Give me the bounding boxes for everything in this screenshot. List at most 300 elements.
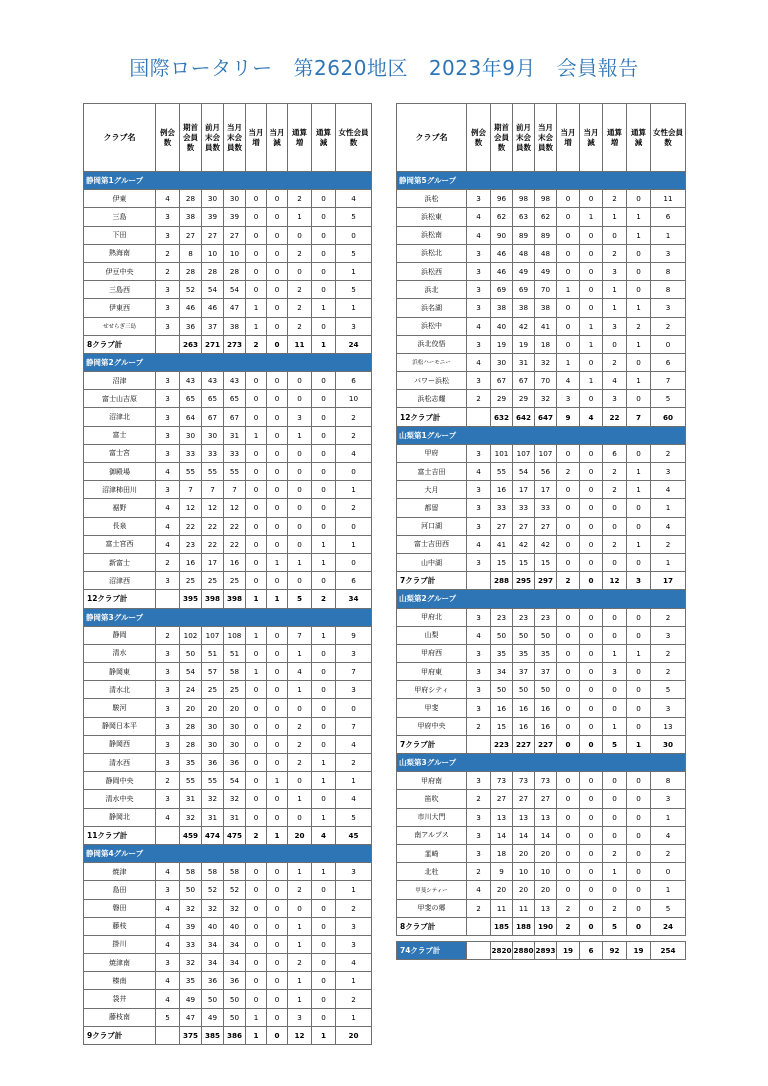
total-value: 1	[267, 590, 288, 608]
cell-value: 31	[224, 426, 246, 444]
cell-value: 1	[288, 935, 312, 953]
cell-value: 22	[224, 517, 246, 535]
club-name: 駿河	[84, 699, 156, 717]
column-header: 前月末会員数	[513, 104, 535, 172]
cell-value: 46	[202, 299, 224, 317]
cell-value: 2	[651, 608, 686, 626]
total-value: 474	[202, 826, 224, 844]
cell-value: 3	[336, 917, 372, 935]
cell-value: 0	[627, 608, 651, 626]
cell-value: 0	[580, 553, 603, 571]
club-name: 南アルプス	[397, 826, 467, 844]
cell-value: 3	[156, 226, 180, 244]
cell-value: 1	[336, 1008, 372, 1026]
cell-value: 0	[288, 481, 312, 499]
cell-value: 0	[246, 717, 267, 735]
cell-value: 43	[202, 372, 224, 390]
club-name: 都留	[397, 499, 467, 517]
total-label: 7クラブ計	[397, 735, 467, 753]
cell-value: 0	[312, 463, 336, 481]
cell-value: 0	[627, 790, 651, 808]
club-name: 三島	[84, 208, 156, 226]
group-header-row	[84, 353, 372, 371]
column-header: 通算減	[312, 104, 336, 172]
cell-value: 1	[336, 772, 372, 790]
cell-value: 1	[288, 917, 312, 935]
cell-value: 30	[224, 190, 246, 208]
cell-value: 0	[246, 463, 267, 481]
cell-value: 0	[246, 390, 267, 408]
cell-value: 42	[513, 535, 535, 553]
cell-value: 69	[491, 281, 513, 299]
total-value: 3	[627, 572, 651, 590]
cell-value: 8	[651, 772, 686, 790]
table-row	[397, 699, 686, 717]
group-name: 静岡第3グループ	[84, 608, 372, 626]
cell-value: 3	[156, 735, 180, 753]
cell-value: 0	[580, 863, 603, 881]
total-label: 11クラブ計	[84, 826, 156, 844]
cell-value: 7	[202, 481, 224, 499]
cell-value: 0	[267, 299, 288, 317]
cell-value: 33	[224, 444, 246, 462]
total-value: 1	[312, 335, 336, 353]
cell-value: 0	[627, 244, 651, 262]
total-value: 4	[312, 826, 336, 844]
club-name: 甲府	[397, 444, 467, 462]
total-value: 22	[603, 408, 627, 426]
cell-value: 40	[491, 317, 513, 335]
cell-value: 0	[246, 262, 267, 280]
cell-value: 34	[202, 935, 224, 953]
cell-value: 57	[202, 663, 224, 681]
total-value: 1	[246, 1026, 267, 1044]
group-name: 静岡第1グループ	[84, 172, 372, 190]
cell-value: 3	[651, 463, 686, 481]
cell-value: 55	[180, 772, 202, 790]
cell-value: 20	[535, 844, 557, 862]
cell-value: 23	[535, 608, 557, 626]
total-value: 1	[267, 826, 288, 844]
cell-value: 3	[651, 244, 686, 262]
column-header: 期首会員数	[491, 104, 513, 172]
cell-value: 2	[603, 899, 627, 917]
cell-value: 0	[580, 190, 603, 208]
cell-value: 1	[246, 626, 267, 644]
cell-value: 0	[312, 408, 336, 426]
cell-value: 50	[513, 626, 535, 644]
cell-value: 0	[312, 572, 336, 590]
cell-value: 48	[513, 244, 535, 262]
cell-value: 0	[246, 954, 267, 972]
cell-value: 0	[627, 863, 651, 881]
cell-value: 0	[627, 553, 651, 571]
table-row	[84, 463, 372, 481]
total-value: 395	[180, 590, 202, 608]
cell-value: 0	[288, 808, 312, 826]
club-name: 袋井	[84, 990, 156, 1008]
table-row	[397, 808, 686, 826]
cell-value: 0	[580, 790, 603, 808]
cell-value: 39	[224, 208, 246, 226]
cell-value: 0	[246, 808, 267, 826]
cell-value: 1	[580, 372, 603, 390]
cell-value: 3	[467, 608, 491, 626]
cell-value: 0	[246, 517, 267, 535]
total-value: 385	[202, 1026, 224, 1044]
table-row	[84, 863, 372, 881]
cell-value: 3	[467, 826, 491, 844]
cell-value: 0	[580, 844, 603, 862]
total-value: 2	[557, 917, 580, 935]
club-name: 沼津柿田川	[84, 481, 156, 499]
total-value: 5	[603, 735, 627, 753]
cell-value: 3	[156, 408, 180, 426]
cell-value: 64	[180, 408, 202, 426]
cell-value: 2	[336, 754, 372, 772]
cell-value: 4	[156, 935, 180, 953]
cell-value: 2	[288, 190, 312, 208]
cell-value: 0	[557, 717, 580, 735]
cell-value: 3	[467, 808, 491, 826]
cell-value: 0	[651, 863, 686, 881]
cell-value: 0	[580, 899, 603, 917]
total-value	[467, 735, 491, 753]
cell-value: 4	[467, 317, 491, 335]
cell-value: 2	[288, 317, 312, 335]
cell-value: 4	[467, 463, 491, 481]
cell-value: 0	[246, 972, 267, 990]
cell-value: 0	[288, 463, 312, 481]
club-name: 山梨	[397, 626, 467, 644]
cell-value: 0	[288, 699, 312, 717]
cell-value: 0	[267, 499, 288, 517]
cell-value: 46	[491, 262, 513, 280]
club-name: 甲斐シティー	[397, 881, 467, 899]
cell-value: 0	[627, 844, 651, 862]
cell-value: 0	[312, 426, 336, 444]
cell-value: 2	[288, 717, 312, 735]
cell-value: 32	[180, 808, 202, 826]
grand-total-value: 2820	[491, 942, 513, 960]
cell-value: 3	[557, 390, 580, 408]
cell-value: 35	[180, 972, 202, 990]
cell-value: 0	[557, 335, 580, 353]
table-row	[397, 335, 686, 353]
cell-value: 0	[267, 463, 288, 481]
total-label: 12クラブ計	[84, 590, 156, 608]
club-name: 静岡日本平	[84, 717, 156, 735]
club-name: 甲府シティ	[397, 681, 467, 699]
cell-value: 0	[246, 553, 267, 571]
cell-value: 3	[156, 572, 180, 590]
table-row	[84, 899, 372, 917]
cell-value: 43	[180, 372, 202, 390]
table-row	[84, 208, 372, 226]
cell-value: 0	[627, 699, 651, 717]
table-row	[84, 244, 372, 262]
grand-total-value: 6	[580, 942, 603, 960]
group-header-row	[84, 172, 372, 190]
cell-value: 50	[535, 626, 557, 644]
cell-value: 89	[535, 226, 557, 244]
cell-value: 49	[535, 262, 557, 280]
group-name: 山梨第1グループ	[397, 426, 686, 444]
cell-value: 2	[288, 954, 312, 972]
total-value: 273	[224, 335, 246, 353]
cell-value: 0	[557, 299, 580, 317]
cell-value: 2	[467, 790, 491, 808]
cell-value: 7	[651, 372, 686, 390]
table-row	[397, 790, 686, 808]
cell-value: 9	[491, 863, 513, 881]
club-name: 沼津北	[84, 408, 156, 426]
club-name: 伊豆中央	[84, 262, 156, 280]
total-value: 11	[288, 335, 312, 353]
cell-value: 0	[557, 535, 580, 553]
cell-value: 3	[467, 844, 491, 862]
cell-value: 0	[557, 190, 580, 208]
table-row	[397, 881, 686, 899]
cell-value: 3	[156, 481, 180, 499]
cell-value: 1	[651, 226, 686, 244]
table-row	[84, 717, 372, 735]
cell-value: 12	[202, 499, 224, 517]
cell-value: 20	[513, 844, 535, 862]
table-row	[397, 772, 686, 790]
cell-value: 0	[557, 499, 580, 517]
cell-value: 4	[156, 972, 180, 990]
total-value: 0	[557, 735, 580, 753]
cell-value: 0	[288, 390, 312, 408]
table-row	[84, 262, 372, 280]
cell-value: 2	[651, 317, 686, 335]
total-value: 398	[202, 590, 224, 608]
total-value	[467, 917, 491, 935]
cell-value: 1	[288, 553, 312, 571]
table-row	[84, 790, 372, 808]
cell-value: 50	[535, 681, 557, 699]
cell-value: 0	[246, 790, 267, 808]
cell-value: 47	[180, 1008, 202, 1026]
cell-value: 3	[336, 644, 372, 662]
grand-total-value: 92	[603, 942, 627, 960]
cell-value: 73	[513, 772, 535, 790]
cell-value: 2	[651, 644, 686, 662]
cell-value: 0	[627, 626, 651, 644]
cell-value: 0	[603, 226, 627, 244]
cell-value: 0	[627, 444, 651, 462]
cell-value: 0	[288, 899, 312, 917]
cell-value: 32	[180, 899, 202, 917]
cell-value: 0	[312, 735, 336, 753]
cell-value: 15	[513, 553, 535, 571]
club-name: 富士	[84, 426, 156, 444]
cell-value: 25	[224, 681, 246, 699]
table-row	[84, 699, 372, 717]
cell-value: 0	[288, 772, 312, 790]
cell-value: 0	[557, 699, 580, 717]
cell-value: 54	[180, 663, 202, 681]
left-body	[84, 172, 372, 1045]
cell-value: 1	[603, 281, 627, 299]
cell-value: 5	[336, 244, 372, 262]
cell-value: 5	[336, 281, 372, 299]
cell-value: 4	[467, 353, 491, 371]
cell-value: 34	[491, 663, 513, 681]
cell-value: 2	[557, 463, 580, 481]
cell-value: 0	[267, 190, 288, 208]
cell-value: 7	[336, 663, 372, 681]
cell-value: 3	[156, 208, 180, 226]
cell-value: 70	[535, 281, 557, 299]
table-row	[397, 208, 686, 226]
cell-value: 16	[535, 699, 557, 717]
cell-value: 0	[288, 262, 312, 280]
cell-value: 4	[557, 372, 580, 390]
cell-value: 2	[336, 499, 372, 517]
cell-value: 0	[267, 917, 288, 935]
cell-value: 28	[224, 262, 246, 280]
cell-value: 3	[156, 299, 180, 317]
table-row	[397, 844, 686, 862]
cell-value: 14	[491, 826, 513, 844]
cell-value: 23	[491, 608, 513, 626]
cell-value: 46	[180, 299, 202, 317]
cell-value: 54	[224, 772, 246, 790]
total-label: 8クラブ計	[397, 917, 467, 935]
cell-value: 0	[603, 881, 627, 899]
table-row	[84, 990, 372, 1008]
total-value	[467, 572, 491, 590]
cell-value: 3	[603, 262, 627, 280]
cell-value: 2	[288, 754, 312, 772]
cell-value: 0	[312, 481, 336, 499]
cell-value: 0	[267, 372, 288, 390]
cell-value: 63	[513, 208, 535, 226]
cell-value: 0	[312, 644, 336, 662]
cell-value: 27	[491, 517, 513, 535]
club-name: 御殿場	[84, 463, 156, 481]
cell-value: 33	[180, 444, 202, 462]
club-name: 浜名湖	[397, 299, 467, 317]
cell-value: 17	[202, 553, 224, 571]
cell-value: 1	[312, 754, 336, 772]
cell-value: 0	[267, 681, 288, 699]
cell-value: 108	[224, 626, 246, 644]
cell-value: 0	[580, 681, 603, 699]
column-header: クラブ名	[397, 104, 467, 172]
table-row	[84, 390, 372, 408]
club-name: 浜北佼悟	[397, 335, 467, 353]
cell-value: 10	[202, 244, 224, 262]
cell-value: 73	[491, 772, 513, 790]
table-row	[397, 717, 686, 735]
club-name: 静岡中央	[84, 772, 156, 790]
cell-value: 4	[467, 626, 491, 644]
cell-value: 1	[557, 353, 580, 371]
total-label: 12クラブ計	[397, 408, 467, 426]
cell-value: 27	[224, 226, 246, 244]
club-name: 焼津南	[84, 954, 156, 972]
cell-value: 0	[312, 990, 336, 1008]
table-row	[84, 226, 372, 244]
cell-value: 47	[224, 299, 246, 317]
cell-value: 0	[580, 281, 603, 299]
cell-value: 0	[557, 262, 580, 280]
cell-value: 4	[336, 190, 372, 208]
cell-value: 2	[651, 844, 686, 862]
cell-value: 0	[312, 190, 336, 208]
cell-value: 5	[336, 208, 372, 226]
cell-value: 1	[246, 299, 267, 317]
cell-value: 4	[156, 463, 180, 481]
cell-value: 9	[336, 626, 372, 644]
table-row	[397, 626, 686, 644]
club-name: 磐田	[84, 899, 156, 917]
cell-value: 0	[246, 190, 267, 208]
cell-value: 38	[180, 208, 202, 226]
cell-value: 1	[312, 772, 336, 790]
cell-value: 1	[267, 553, 288, 571]
total-value: 263	[180, 335, 202, 353]
cell-value: 0	[312, 226, 336, 244]
club-name: 市川大門	[397, 808, 467, 826]
club-name: 三島西	[84, 281, 156, 299]
cell-value: 0	[627, 390, 651, 408]
total-value: 2	[246, 826, 267, 844]
table-row	[397, 244, 686, 262]
cell-value: 3	[156, 681, 180, 699]
total-value: 642	[513, 408, 535, 426]
cell-value: 16	[224, 553, 246, 571]
cell-value: 50	[491, 681, 513, 699]
cell-value: 49	[513, 262, 535, 280]
cell-value: 3	[467, 499, 491, 517]
cell-value: 0	[288, 517, 312, 535]
club-name: 富士吉田	[397, 463, 467, 481]
cell-value: 0	[627, 281, 651, 299]
cell-value: 3	[156, 281, 180, 299]
cell-value: 46	[491, 244, 513, 262]
cell-value: 16	[180, 553, 202, 571]
cell-value: 14	[513, 826, 535, 844]
cell-value: 30	[491, 353, 513, 371]
total-value: 20	[288, 826, 312, 844]
club-name: 河口湖	[397, 517, 467, 535]
total-value: 227	[535, 735, 557, 753]
cell-value: 2	[288, 244, 312, 262]
cell-value: 18	[491, 844, 513, 862]
cell-value: 0	[312, 935, 336, 953]
cell-value: 22	[224, 535, 246, 553]
cell-value: 35	[491, 644, 513, 662]
table-row	[84, 190, 372, 208]
cell-value: 0	[603, 772, 627, 790]
cell-value: 55	[491, 463, 513, 481]
grand-total-value: 19	[557, 942, 580, 960]
group-header-row	[397, 590, 686, 608]
table-row	[84, 517, 372, 535]
cell-value: 0	[267, 790, 288, 808]
cell-value: 2	[557, 899, 580, 917]
club-name: 韮崎	[397, 844, 467, 862]
cell-value: 0	[246, 990, 267, 1008]
group-header-row	[397, 426, 686, 444]
total-value: 1	[627, 735, 651, 753]
column-header: 当月減	[267, 104, 288, 172]
cell-value: 0	[557, 317, 580, 335]
